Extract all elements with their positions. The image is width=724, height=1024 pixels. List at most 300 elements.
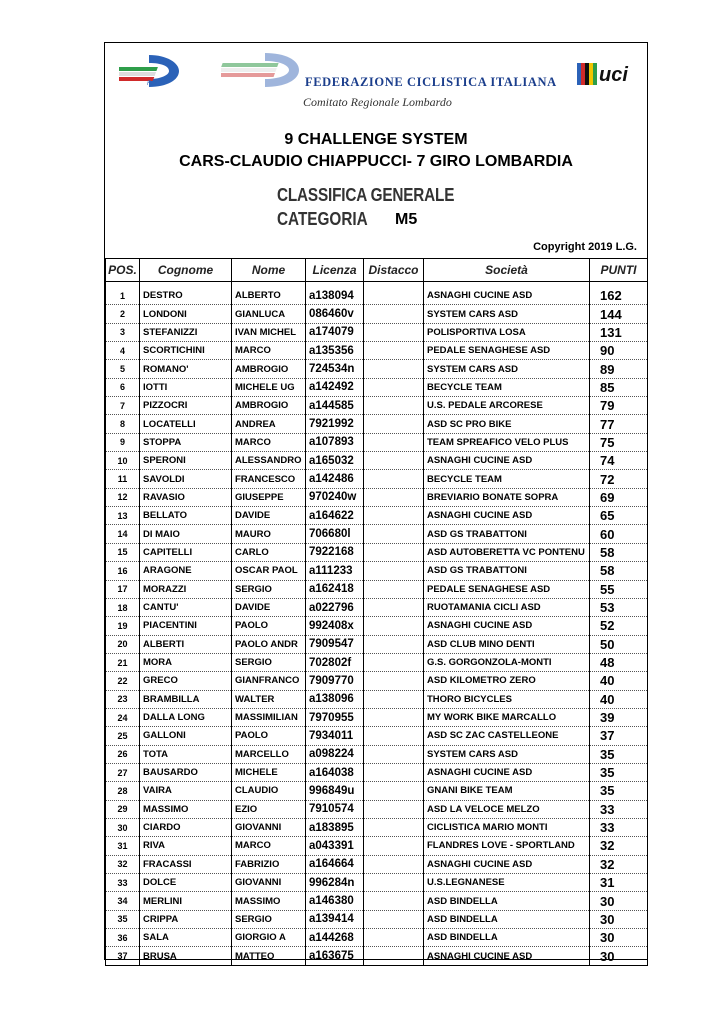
row-position: 19 bbox=[106, 617, 140, 635]
row-points: 39 bbox=[590, 708, 648, 726]
row-license: 992408x bbox=[306, 617, 364, 635]
row-surname: DESTRO bbox=[140, 287, 232, 305]
federation-banner-icon bbox=[221, 51, 301, 89]
row-first-name: ANDREA bbox=[232, 415, 306, 433]
row-club: SYSTEM CARS ASD bbox=[424, 745, 590, 763]
row-gap bbox=[364, 360, 424, 378]
row-first-name: GIUSEPPE bbox=[232, 488, 306, 506]
row-points: 74 bbox=[590, 452, 648, 470]
row-club: PEDALE SENAGHESE ASD bbox=[424, 342, 590, 360]
row-position: 25 bbox=[106, 727, 140, 745]
uci-logo-icon bbox=[575, 53, 639, 89]
table-row bbox=[106, 837, 648, 855]
row-surname: BRUSA bbox=[140, 947, 232, 965]
fci-small-text: FCI bbox=[147, 81, 157, 87]
row-license: 996849u bbox=[306, 782, 364, 800]
table-row bbox=[106, 433, 648, 451]
row-surname: MORAZZI bbox=[140, 580, 232, 598]
row-position: 31 bbox=[106, 837, 140, 855]
row-license: a138094 bbox=[306, 287, 364, 305]
row-points: 30 bbox=[590, 947, 648, 965]
table-row bbox=[106, 287, 648, 305]
row-license: a043391 bbox=[306, 837, 364, 855]
row-points: 52 bbox=[590, 617, 648, 635]
row-points: 35 bbox=[590, 763, 648, 781]
row-position: 6 bbox=[106, 378, 140, 396]
row-club: ASD SC ZAC CASTELLEONE bbox=[424, 727, 590, 745]
row-position: 18 bbox=[106, 598, 140, 616]
row-gap bbox=[364, 653, 424, 671]
table-row bbox=[106, 305, 648, 323]
row-points: 77 bbox=[590, 415, 648, 433]
row-points: 31 bbox=[590, 874, 648, 892]
row-position: 10 bbox=[106, 452, 140, 470]
row-position: 5 bbox=[106, 360, 140, 378]
row-club: ASD GS TRABATTONI bbox=[424, 562, 590, 580]
row-points: 144 bbox=[590, 305, 648, 323]
row-license: a162418 bbox=[306, 580, 364, 598]
row-points: 75 bbox=[590, 433, 648, 451]
row-club: ASD GS TRABATTONI bbox=[424, 525, 590, 543]
row-first-name: ALBERTO bbox=[232, 287, 306, 305]
row-gap bbox=[364, 929, 424, 947]
row-gap bbox=[364, 378, 424, 396]
row-license: a098224 bbox=[306, 745, 364, 763]
row-points: 72 bbox=[590, 470, 648, 488]
row-points: 40 bbox=[590, 672, 648, 690]
row-license: a174079 bbox=[306, 323, 364, 341]
row-surname: PIACENTINI bbox=[140, 617, 232, 635]
row-gap bbox=[364, 470, 424, 488]
row-points: 60 bbox=[590, 525, 648, 543]
row-gap bbox=[364, 342, 424, 360]
row-license: a163675 bbox=[306, 947, 364, 965]
row-gap bbox=[364, 562, 424, 580]
header-nome: Nome bbox=[232, 259, 306, 282]
table-row bbox=[106, 415, 648, 433]
category-label: CATEGORIA bbox=[277, 209, 368, 229]
table-row bbox=[106, 782, 648, 800]
row-points: 65 bbox=[590, 507, 648, 525]
row-club: ASD BINDELLA bbox=[424, 892, 590, 910]
table-row bbox=[106, 947, 648, 965]
row-position: 13 bbox=[106, 507, 140, 525]
row-license: 7921992 bbox=[306, 415, 364, 433]
header-punti: PUNTI bbox=[590, 259, 648, 282]
row-gap bbox=[364, 543, 424, 561]
row-surname: CANTU' bbox=[140, 598, 232, 616]
row-first-name: GIORGIO A bbox=[232, 929, 306, 947]
row-surname: GRECO bbox=[140, 672, 232, 690]
row-points: 50 bbox=[590, 635, 648, 653]
table-row bbox=[106, 598, 648, 616]
row-first-name: WALTER bbox=[232, 690, 306, 708]
row-club: ASNAGHI CUCINE ASD bbox=[424, 855, 590, 873]
row-license: a142486 bbox=[306, 470, 364, 488]
row-license: a164038 bbox=[306, 763, 364, 781]
row-position: 32 bbox=[106, 855, 140, 873]
row-first-name: GIANLUCA bbox=[232, 305, 306, 323]
row-position: 17 bbox=[106, 580, 140, 598]
row-club: ASNAGHI CUCINE ASD bbox=[424, 287, 590, 305]
table-row bbox=[106, 653, 648, 671]
table-row bbox=[106, 800, 648, 818]
row-points: 162 bbox=[590, 287, 648, 305]
row-first-name: DAVIDE bbox=[232, 598, 306, 616]
row-position: 16 bbox=[106, 562, 140, 580]
row-first-name: MASSIMO bbox=[232, 892, 306, 910]
row-gap bbox=[364, 488, 424, 506]
row-points: 30 bbox=[590, 929, 648, 947]
row-first-name: GIANFRANCO bbox=[232, 672, 306, 690]
table-row bbox=[106, 672, 648, 690]
table-row bbox=[106, 708, 648, 726]
table-row bbox=[106, 874, 648, 892]
row-license: 7909770 bbox=[306, 672, 364, 690]
row-gap bbox=[364, 397, 424, 415]
row-surname: PIZZOCRI bbox=[140, 397, 232, 415]
row-first-name: MICHELE UG bbox=[232, 378, 306, 396]
row-position: 9 bbox=[106, 433, 140, 451]
row-first-name: PAOLO bbox=[232, 727, 306, 745]
row-license: a135356 bbox=[306, 342, 364, 360]
row-club: ASD KILOMETRO ZERO bbox=[424, 672, 590, 690]
row-surname: BAUSARDO bbox=[140, 763, 232, 781]
table-row bbox=[106, 745, 648, 763]
row-surname: TOTA bbox=[140, 745, 232, 763]
uci-text: uci bbox=[599, 64, 628, 86]
row-surname: DOLCE bbox=[140, 874, 232, 892]
row-surname: CIARDO bbox=[140, 818, 232, 836]
row-first-name: GIOVANNI bbox=[232, 874, 306, 892]
row-license: a144585 bbox=[306, 397, 364, 415]
row-license: 7910574 bbox=[306, 800, 364, 818]
row-license: a144268 bbox=[306, 929, 364, 947]
header-pos: POS. bbox=[106, 259, 140, 282]
row-points: 32 bbox=[590, 837, 648, 855]
table-row bbox=[106, 507, 648, 525]
row-gap bbox=[364, 874, 424, 892]
row-club: ASD CLUB MINO DENTI bbox=[424, 635, 590, 653]
table-row bbox=[106, 525, 648, 543]
category-value: M5 bbox=[395, 211, 418, 228]
row-position: 8 bbox=[106, 415, 140, 433]
row-first-name: MAURO bbox=[232, 525, 306, 543]
row-club: ASD AUTOBERETTA VC PONTENU bbox=[424, 543, 590, 561]
row-gap bbox=[364, 433, 424, 451]
row-points: 89 bbox=[590, 360, 648, 378]
row-gap bbox=[364, 782, 424, 800]
row-club: THORO BICYCLES bbox=[424, 690, 590, 708]
table-row bbox=[106, 452, 648, 470]
row-position: 4 bbox=[106, 342, 140, 360]
row-license: 724534n bbox=[306, 360, 364, 378]
row-club: SYSTEM CARS ASD bbox=[424, 305, 590, 323]
table-row bbox=[106, 855, 648, 873]
row-club: G.S. GORGONZOLA-MONTI bbox=[424, 653, 590, 671]
row-first-name: MARCO bbox=[232, 837, 306, 855]
row-gap bbox=[364, 690, 424, 708]
row-surname: MASSIMO bbox=[140, 800, 232, 818]
row-first-name: OSCAR PAOL bbox=[232, 562, 306, 580]
copyright-note: Copyright 2019 L.G. bbox=[533, 241, 637, 253]
row-points: 37 bbox=[590, 727, 648, 745]
row-first-name: MARCELLO bbox=[232, 745, 306, 763]
row-license: a139414 bbox=[306, 910, 364, 928]
row-position: 26 bbox=[106, 745, 140, 763]
row-club: FLANDRES LOVE - SPORTLAND bbox=[424, 837, 590, 855]
row-first-name: PAOLO bbox=[232, 617, 306, 635]
row-position: 29 bbox=[106, 800, 140, 818]
row-position: 22 bbox=[106, 672, 140, 690]
table-row bbox=[106, 910, 648, 928]
row-license: a111233 bbox=[306, 562, 364, 580]
row-surname: VAIRA bbox=[140, 782, 232, 800]
row-first-name: PAOLO ANDR bbox=[232, 635, 306, 653]
row-position: 11 bbox=[106, 470, 140, 488]
row-license: 706680l bbox=[306, 525, 364, 543]
row-club: U.S.LEGNANESE bbox=[424, 874, 590, 892]
row-club: POLISPORTIVA LOSA bbox=[424, 323, 590, 341]
row-gap bbox=[364, 763, 424, 781]
row-points: 69 bbox=[590, 488, 648, 506]
row-club: BECYCLE TEAM bbox=[424, 378, 590, 396]
row-license: 7922168 bbox=[306, 543, 364, 561]
row-surname: LOCATELLI bbox=[140, 415, 232, 433]
row-license: 7934011 bbox=[306, 727, 364, 745]
row-position: 27 bbox=[106, 763, 140, 781]
row-points: 58 bbox=[590, 562, 648, 580]
row-license: a164622 bbox=[306, 507, 364, 525]
row-gap bbox=[364, 745, 424, 763]
header-licenza: Licenza bbox=[306, 259, 364, 282]
row-license: a142492 bbox=[306, 378, 364, 396]
table-row bbox=[106, 617, 648, 635]
results-sheet bbox=[104, 42, 648, 964]
row-points: 79 bbox=[590, 397, 648, 415]
row-surname: BRAMBILLA bbox=[140, 690, 232, 708]
row-first-name: MASSIMILIAN bbox=[232, 708, 306, 726]
row-gap bbox=[364, 818, 424, 836]
row-position: 28 bbox=[106, 782, 140, 800]
row-first-name: AMBROGIO bbox=[232, 397, 306, 415]
row-points: 55 bbox=[590, 580, 648, 598]
table-row bbox=[106, 378, 648, 396]
table-row bbox=[106, 323, 648, 341]
table-row bbox=[106, 360, 648, 378]
row-position: 30 bbox=[106, 818, 140, 836]
row-gap bbox=[364, 855, 424, 873]
row-license: a022796 bbox=[306, 598, 364, 616]
row-first-name: DAVIDE bbox=[232, 507, 306, 525]
row-gap bbox=[364, 415, 424, 433]
row-points: 35 bbox=[590, 782, 648, 800]
row-points: 35 bbox=[590, 745, 648, 763]
row-surname: FRACASSI bbox=[140, 855, 232, 873]
row-surname: LONDONI bbox=[140, 305, 232, 323]
table-row bbox=[106, 543, 648, 561]
row-club: ASNAGHI CUCINE ASD bbox=[424, 617, 590, 635]
row-first-name: EZIO bbox=[232, 800, 306, 818]
row-first-name: IVAN MICHEL bbox=[232, 323, 306, 341]
row-gap bbox=[364, 305, 424, 323]
row-position: 23 bbox=[106, 690, 140, 708]
row-club: SYSTEM CARS ASD bbox=[424, 360, 590, 378]
row-license: 086460v bbox=[306, 305, 364, 323]
classification-title: CLASSIFICA GENERALE bbox=[277, 185, 455, 205]
table-row bbox=[106, 562, 648, 580]
header-cognome: Cognome bbox=[140, 259, 232, 282]
row-club: ASD BINDELLA bbox=[424, 910, 590, 928]
row-first-name: SERGIO bbox=[232, 653, 306, 671]
row-gap bbox=[364, 580, 424, 598]
row-license: 702802f bbox=[306, 653, 364, 671]
row-club: BREVIARIO BONATE SOPRA bbox=[424, 488, 590, 506]
row-position: 12 bbox=[106, 488, 140, 506]
row-club: RUOTAMANIA CICLI ASD bbox=[424, 598, 590, 616]
row-gap bbox=[364, 287, 424, 305]
row-first-name: FRANCESCO bbox=[232, 470, 306, 488]
row-points: 33 bbox=[590, 818, 648, 836]
row-surname: ARAGONE bbox=[140, 562, 232, 580]
row-gap bbox=[364, 598, 424, 616]
row-gap bbox=[364, 708, 424, 726]
row-position: 24 bbox=[106, 708, 140, 726]
row-first-name: ALESSANDRO bbox=[232, 452, 306, 470]
row-first-name: MICHELE bbox=[232, 763, 306, 781]
row-first-name: GIOVANNI bbox=[232, 818, 306, 836]
row-license: 996284n bbox=[306, 874, 364, 892]
row-gap bbox=[364, 635, 424, 653]
row-surname: STEFANIZZI bbox=[140, 323, 232, 341]
row-first-name: CARLO bbox=[232, 543, 306, 561]
row-points: 131 bbox=[590, 323, 648, 341]
row-surname: SPERONI bbox=[140, 452, 232, 470]
row-position: 3 bbox=[106, 323, 140, 341]
row-gap bbox=[364, 892, 424, 910]
row-gap bbox=[364, 837, 424, 855]
row-license: a146380 bbox=[306, 892, 364, 910]
row-points: 85 bbox=[590, 378, 648, 396]
row-surname: BELLATO bbox=[140, 507, 232, 525]
row-surname: CRIPPA bbox=[140, 910, 232, 928]
row-surname: DALLA LONG bbox=[140, 708, 232, 726]
row-surname: MERLINI bbox=[140, 892, 232, 910]
row-surname: CAPITELLI bbox=[140, 543, 232, 561]
row-points: 30 bbox=[590, 910, 648, 928]
regional-committee: Comitato Regionale Lombardo bbox=[303, 95, 452, 109]
row-license: a165032 bbox=[306, 452, 364, 470]
row-gap bbox=[364, 323, 424, 341]
event-title-line2: CARS-CLAUDIO CHIAPPUCCI- 7 GIRO LOMBARDIA bbox=[179, 153, 573, 170]
table-row bbox=[106, 580, 648, 598]
results-body bbox=[106, 282, 648, 966]
row-gap bbox=[364, 727, 424, 745]
row-club: U.S. PEDALE ARCORESE bbox=[424, 397, 590, 415]
row-license: 970240w bbox=[306, 488, 364, 506]
row-surname: MORA bbox=[140, 653, 232, 671]
row-club: ASNAGHI CUCINE ASD bbox=[424, 763, 590, 781]
row-gap bbox=[364, 617, 424, 635]
row-first-name: MATTEO bbox=[232, 947, 306, 965]
row-surname: ALBERTI bbox=[140, 635, 232, 653]
row-first-name: AMBROGIO bbox=[232, 360, 306, 378]
table-row bbox=[106, 470, 648, 488]
row-license: a107893 bbox=[306, 433, 364, 451]
row-club: ASNAGHI CUCINE ASD bbox=[424, 947, 590, 965]
table-header-row bbox=[106, 259, 648, 282]
header-distacco: Distacco bbox=[364, 259, 424, 282]
row-points: 48 bbox=[590, 653, 648, 671]
table-row bbox=[106, 342, 648, 360]
row-first-name: FABRIZIO bbox=[232, 855, 306, 873]
row-license: 7909547 bbox=[306, 635, 364, 653]
row-club: CICLISTICA MARIO MONTI bbox=[424, 818, 590, 836]
row-surname: RAVASIO bbox=[140, 488, 232, 506]
row-first-name: SERGIO bbox=[232, 910, 306, 928]
row-surname: SAVOLDI bbox=[140, 470, 232, 488]
row-surname: IOTTI bbox=[140, 378, 232, 396]
row-gap bbox=[364, 452, 424, 470]
row-first-name: SERGIO bbox=[232, 580, 306, 598]
row-position: 37 bbox=[106, 947, 140, 965]
row-position: 36 bbox=[106, 929, 140, 947]
row-club: BECYCLE TEAM bbox=[424, 470, 590, 488]
row-club: ASNAGHI CUCINE ASD bbox=[424, 452, 590, 470]
row-points: 32 bbox=[590, 855, 648, 873]
header-societa: Società bbox=[424, 259, 590, 282]
table-row bbox=[106, 892, 648, 910]
row-gap bbox=[364, 947, 424, 965]
row-position: 20 bbox=[106, 635, 140, 653]
table-row bbox=[106, 929, 648, 947]
row-first-name: MARCO bbox=[232, 433, 306, 451]
row-club: GNANI BIKE TEAM bbox=[424, 782, 590, 800]
row-gap bbox=[364, 507, 424, 525]
row-points: 30 bbox=[590, 892, 648, 910]
row-position: 1 bbox=[106, 287, 140, 305]
row-surname: SALA bbox=[140, 929, 232, 947]
table-row bbox=[106, 763, 648, 781]
row-gap bbox=[364, 672, 424, 690]
row-license: 7970955 bbox=[306, 708, 364, 726]
row-points: 33 bbox=[590, 800, 648, 818]
row-club: TEAM SPREAFICO VELO PLUS bbox=[424, 433, 590, 451]
table-row bbox=[106, 635, 648, 653]
row-first-name: CLAUDIO bbox=[232, 782, 306, 800]
row-position: 21 bbox=[106, 653, 140, 671]
row-first-name: MARCO bbox=[232, 342, 306, 360]
table-row bbox=[106, 397, 648, 415]
row-surname: GALLONI bbox=[140, 727, 232, 745]
results-table bbox=[105, 258, 648, 966]
row-license: a183895 bbox=[306, 818, 364, 836]
row-gap bbox=[364, 525, 424, 543]
row-surname: ROMANO' bbox=[140, 360, 232, 378]
federation-name: FEDERAZIONE CICLISTICA ITALIANA bbox=[305, 75, 557, 89]
row-license: a138096 bbox=[306, 690, 364, 708]
row-surname: SCORTICHINI bbox=[140, 342, 232, 360]
table-row bbox=[106, 818, 648, 836]
row-points: 40 bbox=[590, 690, 648, 708]
fci-logo-icon bbox=[119, 53, 181, 89]
row-position: 7 bbox=[106, 397, 140, 415]
row-points: 90 bbox=[590, 342, 648, 360]
event-title-line1: 9 CHALLENGE SYSTEM bbox=[284, 131, 468, 148]
row-surname: DI MAIO bbox=[140, 525, 232, 543]
row-club: ASNAGHI CUCINE ASD bbox=[424, 507, 590, 525]
row-points: 58 bbox=[590, 543, 648, 561]
